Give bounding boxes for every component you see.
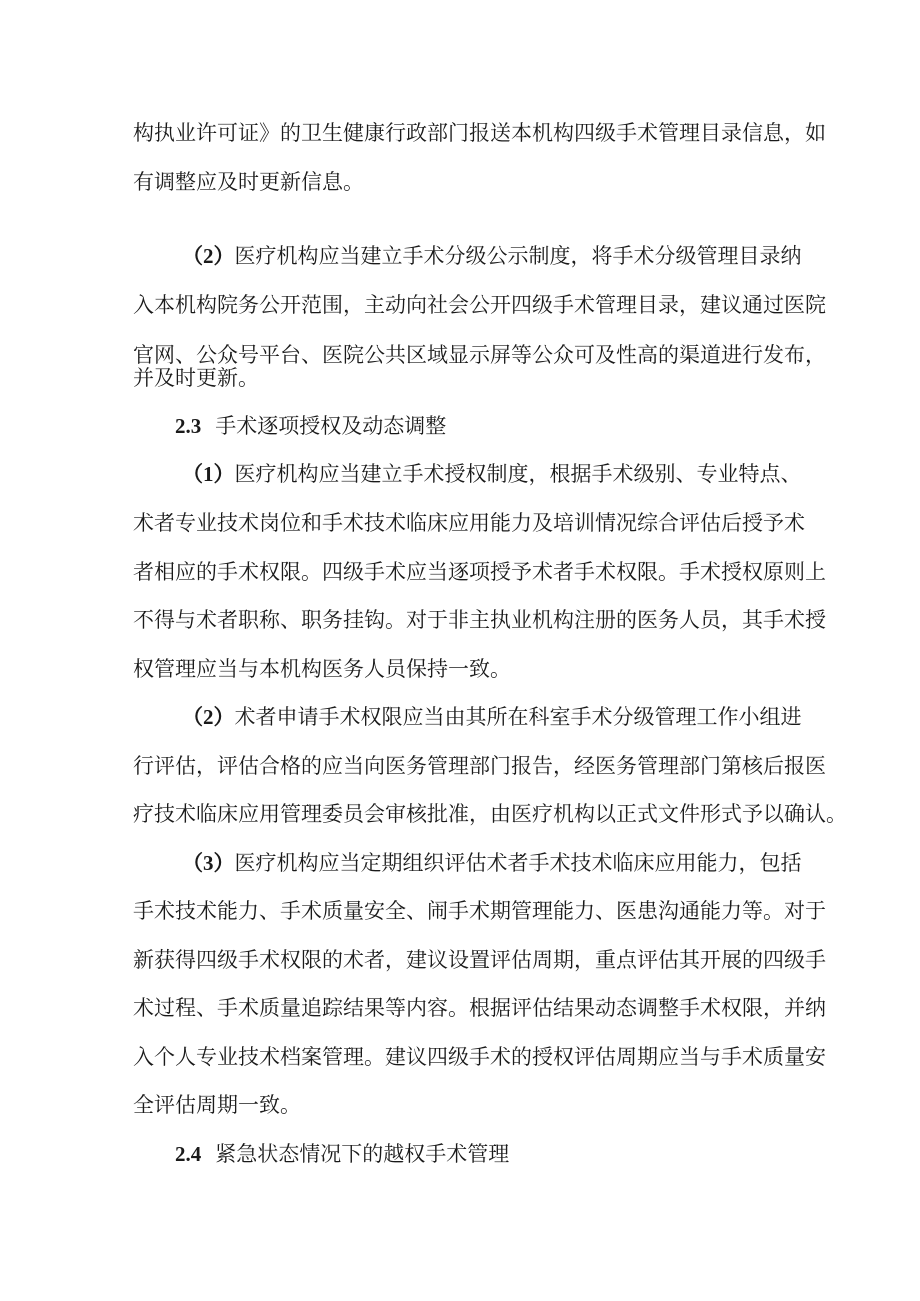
text-line: 行评估，评估合格的应当向医务管理部门报告，经医务管理部门第核后报医	[133, 754, 826, 778]
text-line: 入个人专业技术档案管理。建议四级手术的授权评估周期应当与手术质量安	[133, 1045, 826, 1069]
section-number: 2.4	[175, 1142, 202, 1166]
text-span: 医疗机构应当定期组织评估术者手术技术临床应用能力，包括	[234, 851, 802, 875]
text-span: 医疗机构应当建立手术分级公示制度，将手术分级管理目录纳	[234, 244, 802, 268]
text-line: 构执业许可证》的卫生健康行政部门报送本机构四级手术管理目录信息，如	[133, 121, 826, 145]
text-line: 术过程、手术质量追踪结果等内容。根据评估结果动态调整手术权限，并纳	[133, 996, 826, 1020]
text-line: 术者专业技术岗位和手术技术临床应用能力及培训情况综合评估后授予术	[133, 511, 805, 535]
text-line: 入本机构院务公开范围，主动向社会公开四级手术管理目录，建议通过医院	[133, 293, 826, 317]
item-number: （1）	[182, 462, 235, 486]
section-heading	[175, 1139, 509, 1169]
text-span: 术者申请手术权限应当由其所在科室手术分级管理工作小组进	[234, 705, 802, 729]
text-line: 不得与术者职称、职务挂钩。对于非主执业机构注册的医务人员，其手术授	[133, 608, 826, 632]
section-number: 2.3	[175, 414, 202, 438]
section-title: 手术逐项授权及动态调整	[215, 414, 447, 438]
text-line: 新获得四级手术权限的术者，建议设置评估周期，重点评估其开展的四级手	[133, 948, 826, 972]
section-title: 紧急状态情况下的越权手术管理	[215, 1142, 510, 1166]
text-line: 者相应的手术权限。四级手术应当逐项授予术者手术权限。手术授权原则上	[133, 560, 826, 584]
paragraph-line	[182, 241, 802, 271]
text-line: 官网、公众号平台、医院公共区域显示屏等公众可及性高的渠道进行发布，	[133, 343, 826, 367]
item-number: （2）	[182, 244, 235, 268]
text-line: 全评估周期一致。	[133, 1093, 301, 1117]
item-number: （2）	[182, 705, 235, 729]
text-line: 手术技术能力、手术质量安全、闹手术期管理能力、医患沟通能力等。对于	[133, 899, 826, 923]
text-line: 权管理应当与本机构医务人员保持一致。	[133, 657, 511, 681]
text-line: 疗技术临床应用管理委员会审核批准，由医疗机构以正式文件形式予以确认。	[133, 802, 847, 826]
text-span: 医疗机构应当建立手术授权制度，根据手术级别、专业特点、	[234, 462, 802, 486]
paragraph-line	[182, 848, 802, 878]
section-heading	[175, 411, 446, 441]
item-number: （3）	[182, 851, 235, 875]
paragraph-line	[182, 459, 802, 489]
paragraph-line	[182, 702, 802, 732]
text-line: 有调整应及时更新信息。	[133, 170, 364, 194]
text-line: 并及时更新。	[133, 366, 259, 390]
